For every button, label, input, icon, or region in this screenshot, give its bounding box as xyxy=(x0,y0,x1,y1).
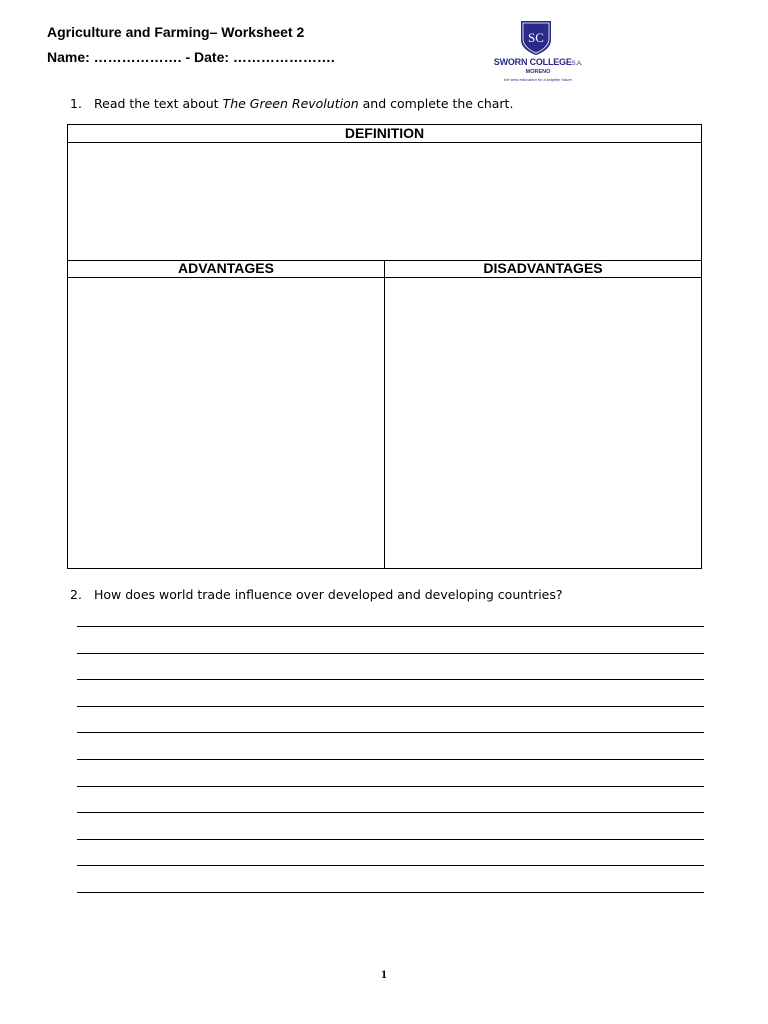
answer-line[interactable] xyxy=(77,706,704,707)
logo-brand xyxy=(483,57,593,67)
answer-line[interactable] xyxy=(77,759,704,760)
answer-line[interactable] xyxy=(77,865,704,866)
answer-line[interactable] xyxy=(77,732,704,733)
question-1-text-after: and complete the chart. xyxy=(358,96,514,111)
answer-line[interactable] xyxy=(77,679,704,680)
answer-line[interactable] xyxy=(77,786,704,787)
logo-brand-name: SWORN COLLEGE xyxy=(493,57,572,67)
question-1-text-italic: The Green Revolution xyxy=(222,96,359,111)
green-revolution-chart xyxy=(67,124,702,569)
question-2-text: How does world trade influence over developed and developing countries? xyxy=(94,587,563,602)
disadvantages-column xyxy=(385,260,701,568)
logo-brand-suffix: S.A. xyxy=(571,61,583,67)
name-date-line: Name: ………………. - Date: …………………. xyxy=(47,49,335,65)
answer-line[interactable] xyxy=(77,653,704,654)
disadvantages-header: DISADVANTAGES xyxy=(385,260,701,278)
shield-crest-icon xyxy=(520,20,552,56)
advantages-header: ADVANTAGES xyxy=(68,260,384,278)
question-1-text-before: Read the text about xyxy=(94,96,223,111)
disadvantages-answer-box[interactable] xyxy=(385,278,701,568)
definition-answer-box[interactable] xyxy=(68,143,701,261)
definition-header: DEFINITION xyxy=(68,125,701,143)
question-1-number: 1. xyxy=(70,96,82,111)
answer-line[interactable] xyxy=(77,812,704,813)
advantages-column xyxy=(68,260,385,568)
advantages-answer-box[interactable] xyxy=(68,278,384,568)
question-2-number: 2. xyxy=(70,587,82,602)
answer-line[interactable] xyxy=(77,892,704,893)
question-1 xyxy=(70,96,513,111)
page-number: 1 xyxy=(381,967,387,981)
worksheet-title: Agriculture and Farming– Worksheet 2 xyxy=(47,24,305,40)
answer-line[interactable] xyxy=(77,626,704,627)
question-2 xyxy=(70,587,563,602)
logo-monogram: SC xyxy=(528,30,544,45)
school-logo xyxy=(483,20,593,92)
logo-tagline: the best education for a brighter future xyxy=(504,77,572,82)
logo-city: MORENO xyxy=(525,69,551,75)
answer-line[interactable] xyxy=(77,839,704,840)
